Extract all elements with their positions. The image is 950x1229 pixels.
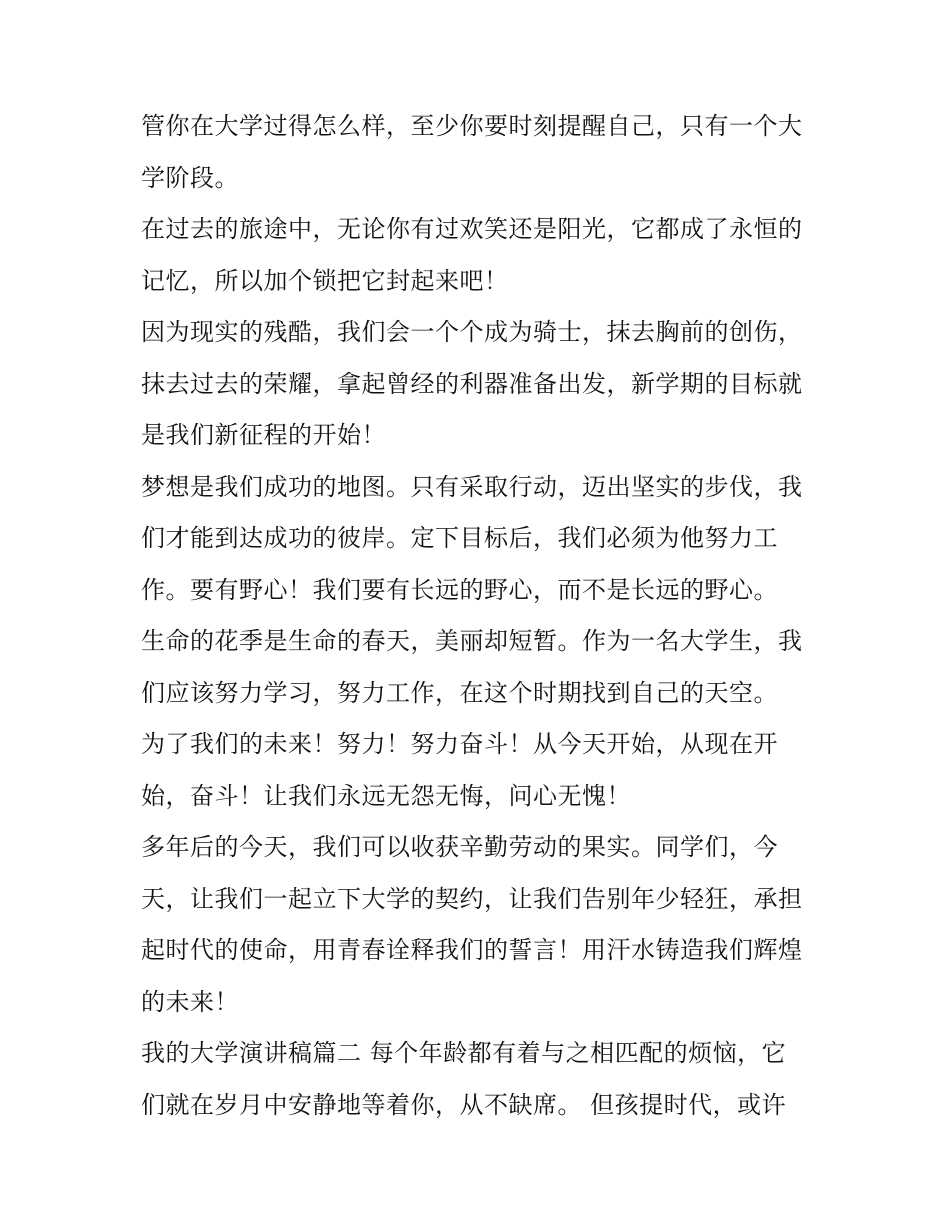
text-line: 多年后的今天，我们可以收获辛勤劳动的果实。同学们，今 bbox=[141, 833, 778, 861]
text-line: 作。要有野心！我们要有长远的野心，而不是长远的野心。 bbox=[141, 575, 778, 604]
text-line: 的未来！ bbox=[141, 987, 239, 1016]
text-line: 我的大学演讲稿篇二 每个年龄都有着与之相匹配的烦恼，它 bbox=[141, 1039, 787, 1067]
text-line: 们就在岁月中安静地等着你，从不缺席。 但孩提时代，或许 bbox=[141, 1090, 787, 1119]
text-line: 抹去过去的荣耀，拿起曾经的利器准备出发，新学期的目标就 bbox=[141, 369, 803, 398]
document-body bbox=[141, 101, 821, 1131]
text-line: 在过去的旅途中，无论你有过欢笑还是阳光，它都成了永恒的 bbox=[141, 215, 803, 243]
text-line: 梦想是我们成功的地图。只有采取行动，迈出坚实的步伐，我 bbox=[141, 472, 803, 501]
text-line: 因为现实的残酷，我们会一个个成为骑士，抹去胸前的创伤， bbox=[141, 318, 803, 346]
text-line: 记忆，所以加个锁把它封起来吧！ bbox=[141, 266, 509, 295]
text-line: 管你在大学过得怎么样，至少你要时刻提醒自己，只有一个大 bbox=[141, 112, 803, 140]
text-line: 为了我们的未来！努力！努力奋斗！从今天开始，从现在开 bbox=[141, 730, 778, 758]
text-line: 们才能到达成功的彼岸。定下目标后，我们必须为他努力工 bbox=[141, 524, 778, 552]
text-line: 是我们新征程的开始！ bbox=[141, 421, 386, 449]
text-line: 们应该努力学习，努力工作，在这个时期找到自己的天空。 bbox=[141, 678, 778, 707]
text-line: 起时代的使命，用青春诠释我们的誓言！用汗水铸造我们辉煌 bbox=[141, 936, 803, 964]
text-line: 生命的花季是生命的春天，美丽却短暂。作为一名大学生，我 bbox=[141, 627, 803, 655]
text-line: 天，让我们一起立下大学的契约，让我们告别年少轻狂，承担 bbox=[141, 884, 803, 913]
text-line: 学阶段。 bbox=[141, 163, 239, 192]
text-line: 始，奋斗！让我们永远无怨无悔，问心无愧！ bbox=[141, 781, 631, 810]
